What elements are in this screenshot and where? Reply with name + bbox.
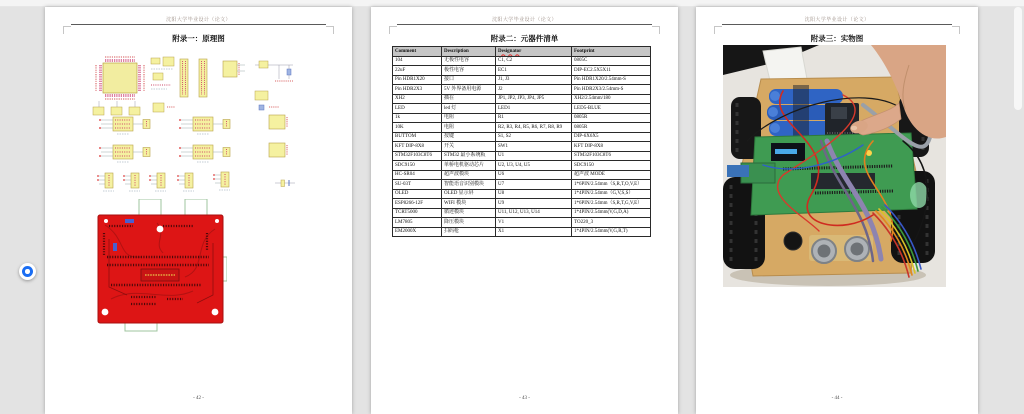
table-row <box>393 94 651 104</box>
page-header: 沈阳大学毕业设计（论文） <box>492 18 557 23</box>
table-cell: 1k <box>393 113 442 123</box>
page-title: 附录二：元器件清单 <box>490 34 559 43</box>
table-cell: BUTTOM <box>393 132 442 142</box>
floating-record-button[interactable] <box>19 263 36 280</box>
table-row <box>393 161 651 171</box>
page-header: 沈阳大学毕业设计（论文） <box>804 18 870 23</box>
table-cell: U8 <box>496 189 572 199</box>
table-cell: C1, C2 <box>496 56 572 66</box>
table-row <box>393 151 651 161</box>
table-cell: KFT DIP-8X8 <box>572 142 651 152</box>
table-cell: LED <box>393 104 442 114</box>
table-cell: JP1, JP2, JP3, JP4, JP5 <box>496 94 572 104</box>
table-cell: Pin HDR2X3/2.54mm-S <box>572 85 651 95</box>
table-row <box>393 199 651 209</box>
table-cell: 电阻 <box>442 113 496 123</box>
schematic-figure[interactable] <box>83 55 301 201</box>
table-cell: STM32F103C8T6 <box>393 151 442 161</box>
table-cell: S1, S2 <box>496 132 572 142</box>
toolbar-edge <box>0 0 1024 7</box>
table-cell: EM2000X <box>393 227 442 237</box>
table-cell: 1*6PIN/2.54mm（S,R,T,G,V,E） <box>572 199 651 209</box>
table-row <box>393 180 651 190</box>
table-cell: TO220_3 <box>572 218 651 228</box>
table-cell: led 灯 <box>442 104 496 114</box>
table-cell: 智能语音识别模块 <box>442 180 496 190</box>
table-cell: SW1 <box>496 142 572 152</box>
column-header: Comment <box>393 47 442 57</box>
components-table-head <box>393 47 651 57</box>
table-row <box>393 142 651 152</box>
table-cell: 降压模块 <box>442 218 496 228</box>
table-cell: HC-SR04 <box>393 170 442 180</box>
table-cell: OLED 显示屏 <box>442 189 496 199</box>
header-rule <box>397 24 652 25</box>
table-cell: KFT DIP-8X8 <box>393 142 442 152</box>
table-cell: 1*4PIN/2.54mm(V,G,R,T) <box>572 227 651 237</box>
table-cell: SU-03T <box>393 180 442 190</box>
table-cell: 超声波模块 <box>442 170 496 180</box>
table-cell: 按键 <box>442 132 496 142</box>
table-cell: LED1 <box>496 104 572 114</box>
table-cell: R1 <box>496 113 572 123</box>
table-cell: Pin HDR1X20 <box>393 75 442 85</box>
table-cell: STM32F103C8T6 <box>572 151 651 161</box>
table-row <box>393 218 651 228</box>
table-header-row <box>393 47 651 57</box>
table-cell: U9 <box>496 199 572 209</box>
table-cell: DIP-EC2.5X5X11 <box>572 66 651 76</box>
table-row <box>393 123 651 133</box>
table-cell: U11, U12, U13, U14 <box>496 208 572 218</box>
document-page-1[interactable] <box>45 7 352 414</box>
page-title: 附录一：原理图 <box>172 34 225 43</box>
table-cell: U2, U3, U4, U5 <box>496 161 572 171</box>
table-cell: Pin HDR2X3 <box>393 85 442 95</box>
table-cell: 0805C <box>572 56 651 66</box>
header-rule <box>722 24 952 25</box>
column-header: Designator <box>496 47 572 57</box>
document-page-3[interactable] <box>696 7 978 414</box>
pcb-layout-figure[interactable] <box>97 199 227 333</box>
table-cell: 5V 外界备用电源 <box>442 85 496 95</box>
table-cell: DIP-6X6X5 <box>572 132 651 142</box>
table-cell: LED5-BLUE <box>572 104 651 114</box>
table-cell: U7 <box>496 180 572 190</box>
table-row <box>393 75 651 85</box>
table-cell: 循迹模块 <box>442 208 496 218</box>
table-cell: WIFI 模块 <box>442 199 496 209</box>
table-cell: 极性电容 <box>442 66 496 76</box>
components-table[interactable] <box>392 46 651 237</box>
table-cell: 扫码枪 <box>442 227 496 237</box>
page-number: - 43 - <box>519 396 530 401</box>
table-cell: 插在 <box>442 94 496 104</box>
table-cell: R2, R3, R4, R5, R6, R7, R8, R9 <box>496 123 572 133</box>
table-cell: EC1 <box>496 66 572 76</box>
table-cell: V1 <box>496 218 572 228</box>
table-row <box>393 104 651 114</box>
table-row <box>393 170 651 180</box>
table-cell: 开关 <box>442 142 496 152</box>
robot-car-photo-image <box>723 45 946 287</box>
table-cell: OLED <box>393 189 442 199</box>
record-icon-core <box>25 269 30 274</box>
table-cell: STM32 最小系统板 <box>442 151 496 161</box>
table-cell: 电阻 <box>442 123 496 133</box>
table-row <box>393 189 651 199</box>
document-page-2[interactable] <box>371 7 678 414</box>
column-header: Description <box>442 47 496 57</box>
table-cell: 单桥电机驱动芯片 <box>442 161 496 171</box>
table-row <box>393 113 651 123</box>
table-cell: U1 <box>496 151 572 161</box>
table-cell: 超声波 MODE <box>572 170 651 180</box>
table-cell: SDC9150 <box>393 161 442 171</box>
vertical-scrollbar-thumb[interactable] <box>1014 7 1022 110</box>
page-number: - 42 - <box>193 396 204 401</box>
schematic-image <box>83 55 301 201</box>
page-header: 沈阳大学毕业设计（论文） <box>166 18 231 23</box>
table-cell: 0805R <box>572 123 651 133</box>
table-cell: SDC9150 <box>572 161 651 171</box>
robot-car-photo[interactable] <box>723 45 946 287</box>
table-row <box>393 208 651 218</box>
table-cell: LM7805 <box>393 218 442 228</box>
table-cell: J1, J3 <box>496 75 572 85</box>
pcb-layout-image <box>97 199 227 333</box>
table-cell: 无极性电容 <box>442 56 496 66</box>
table-cell: TCRT5000 <box>393 208 442 218</box>
page-number: - 44 - <box>831 396 843 401</box>
table-row <box>393 56 651 66</box>
column-header: Footprint <box>572 47 651 57</box>
table-cell: 1*4PIN/2.54mm（G,V,S,S） <box>572 189 651 199</box>
table-cell: 0805R <box>572 113 651 123</box>
page-title: 附录三：实物图 <box>810 34 864 43</box>
table-cell: ESP8266-12F <box>393 199 442 209</box>
table-cell: 1*6PIN/2.54mm（S,R,T,O,V,E） <box>572 180 651 190</box>
table-cell: XH2 <box>393 94 442 104</box>
table-row <box>393 227 651 237</box>
table-cell: Pin HDR1X20/2.54mm-S <box>572 75 651 85</box>
table-cell: X1 <box>496 227 572 237</box>
table-cell: 104 <box>393 56 442 66</box>
table-cell: 10K <box>393 123 442 133</box>
table-cell: 22uF <box>393 66 442 76</box>
table-row <box>393 132 651 142</box>
record-icon <box>22 266 33 277</box>
table-row <box>393 66 651 76</box>
table-cell: U6 <box>496 170 572 180</box>
header-rule <box>71 24 326 25</box>
table-cell: J2 <box>496 85 572 95</box>
table-cell: 1*4PIN/2.54mm(V,G,D,A) <box>572 208 651 218</box>
table-row <box>393 85 651 95</box>
table-cell: 接口 <box>442 75 496 85</box>
components-table-body <box>393 56 651 237</box>
table-cell: XH2/2.54mm/180 <box>572 94 651 104</box>
